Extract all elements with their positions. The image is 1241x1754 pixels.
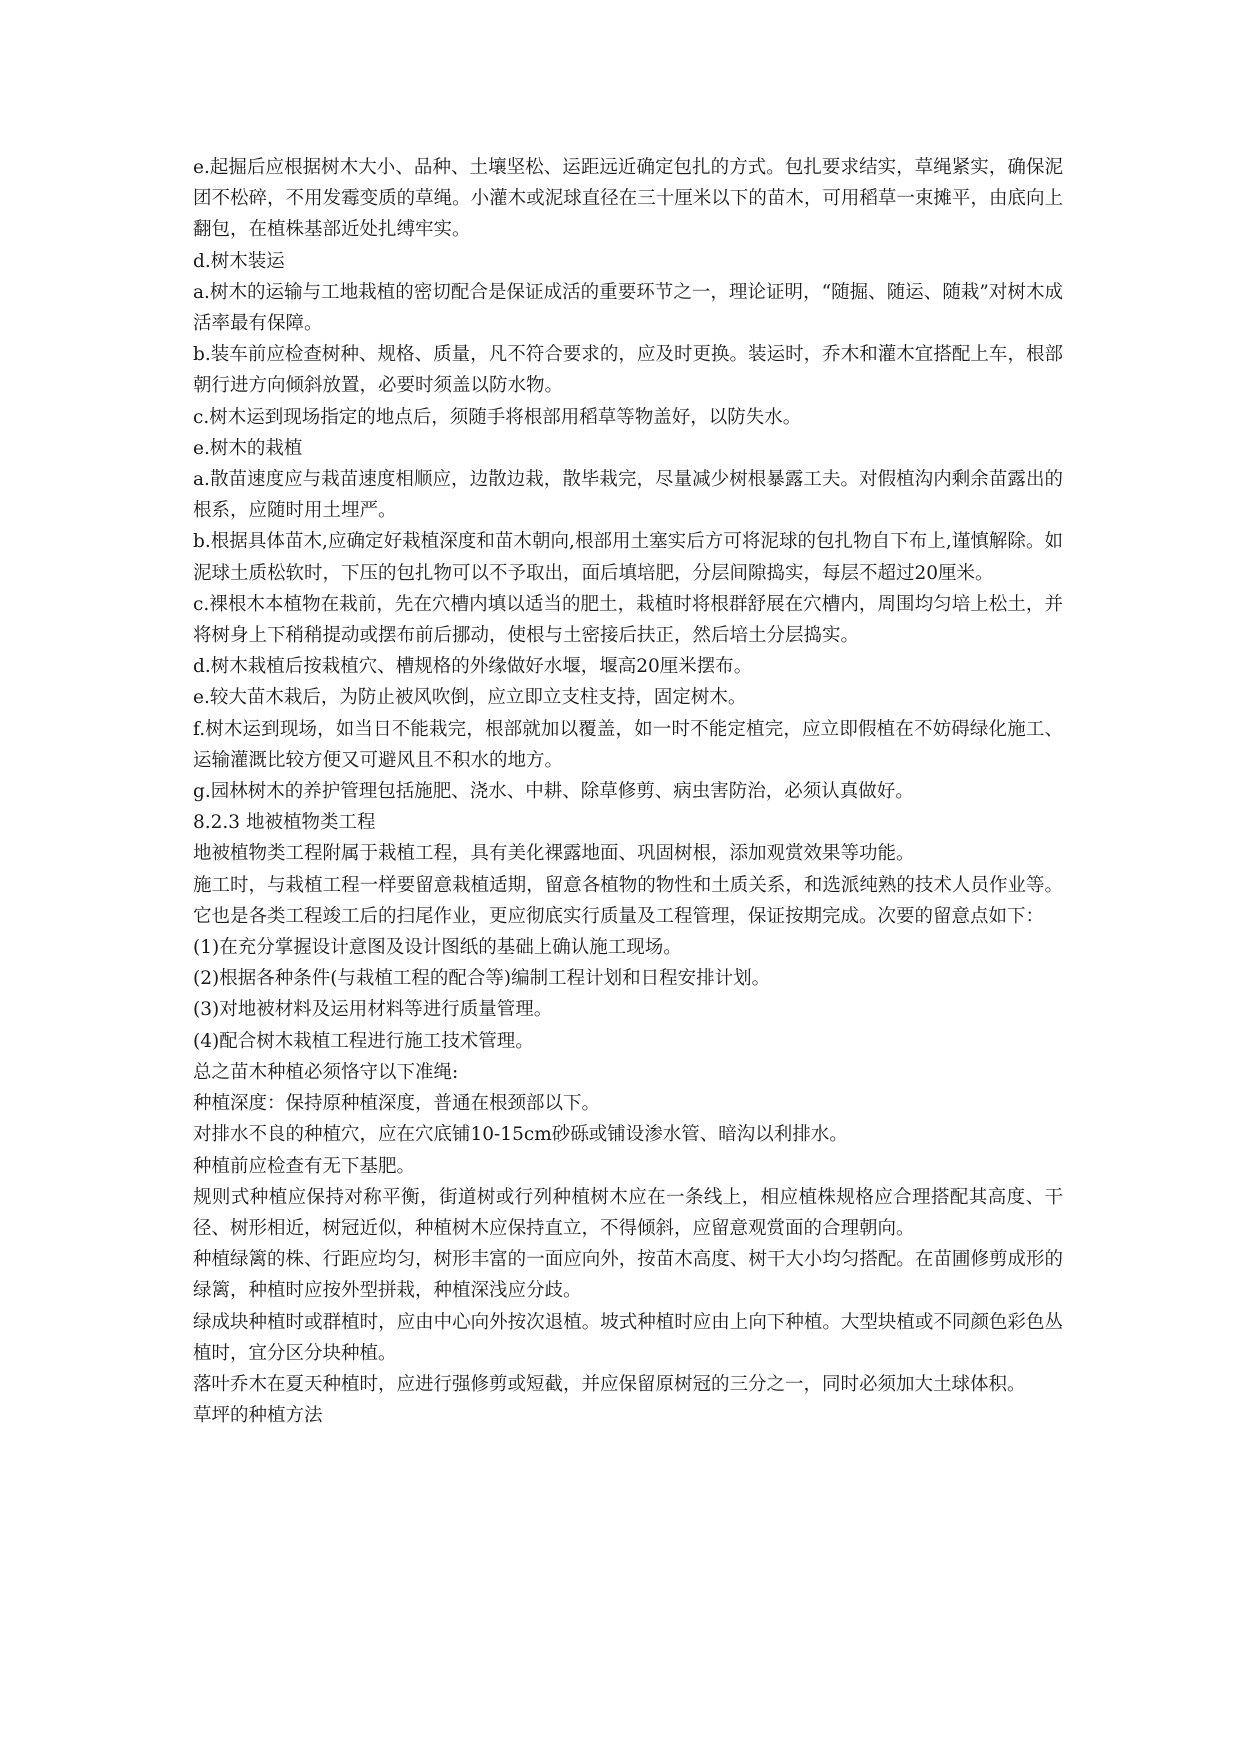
paragraph: 种植绿篱的株、行距应均匀，树形丰富的一面应向外，按苗木高度、树干大小均匀搭配。在苗圃修剪成形的绿篱，种植时应按外型拼栽，种植深浅应分歧。 <box>193 1249 1063 1302</box>
paragraph: a.树木的运输与工地栽植的密切配合是保证成活的重要环节之一，理论证明，“随掘、随运、随栽”对树木成活率最有保障。 <box>193 281 1063 335</box>
paragraph: 施工时，与栽植工程一样要留意栽植适期，留意各植物的物性和土质关系，和选派纯熟的技术人员作业等。它也是各类工程竣工后的扫尾作业，更应彻底实行质量及工程管理，保证按期完成。次要的留意点如下： <box>193 874 1063 927</box>
list-item: (4)配合树木栽植工程进行施工技术管理。 <box>193 1030 534 1052</box>
paragraph: b.装车前应检查树种、规格、质量，凡不符合要求的，应及时更换。装运时，乔木和灌木宜搭配上车，根部朝行进方向倾斜放置，必要时须盖以防水物。 <box>193 344 1063 397</box>
paragraph: 草坪的种植方法 <box>193 1405 323 1427</box>
paragraph: e.较大苗木栽后，为防止被风吹倒，应立即立支柱支持，固定树木。 <box>193 687 747 709</box>
list-item: (2)根据各种条件(与栽植工程的配合等)编制工程计划和日程安排计划。 <box>193 968 771 990</box>
paragraph: 总之苗木种植必须恪守以下准绳: <box>193 1061 459 1083</box>
paragraph: a.散苗速度应与栽苗速度相顺应，边散边栽，散毕栽完，尽量减少树根暴露工夫。对假植沟内剩余苗露出的根系，应随时用土埋严。 <box>193 469 1063 522</box>
paragraph: 绿成块种植时或群植时，应由中心向外按次退植。坡式种植时应由上向下种植。大型块植或不同颜色彩色丛植时，宜分区分块种植。 <box>193 1311 1063 1364</box>
paragraph: 种植深度：保持原种植深度，普通在根颈部以下。 <box>193 1093 601 1115</box>
paragraph: f.树木运到现场，如当日不能栽完，根部就加以覆盖，如一时不能定植完，应立即假植在不妨碍绿化施工、运输灌溉比较方便又可避风且不积水的地方。 <box>193 718 1063 771</box>
paragraph: d.树木栽植后按栽植穴、槽规格的外缘做好水堰，堰高20厘米摆布。 <box>193 656 753 678</box>
list-item: (1)在充分掌握设计意图及设计图纸的基础上确认施工现场。 <box>193 937 682 959</box>
paragraph: 地被植物类工程附属于栽植工程，具有美化裸露地面、巩固树根，添加观赏效果等功能。 <box>193 843 915 865</box>
paragraph: 种植前应检查有无下基肥。 <box>193 1155 416 1177</box>
paragraph: d.树木装运 <box>193 250 285 272</box>
paragraph: g.园林树木的养护管理包括施肥、浇水、中耕、除草修剪、病虫害防治，必须认真做好。 <box>193 781 914 803</box>
paragraph: b.根据具体苗木,应确定好栽植深度和苗木朝向,根部用土塞实后方可将泥球的包扎物自下布上,谨慎解除。如泥球土质松软时，下压的包扎物可以不予取出，面后填培肥，分层间隙捣实，每层不超过20厘米。 <box>193 531 1063 584</box>
list-item: (3)对地被材料及运用材料等进行质量管理。 <box>193 999 553 1021</box>
paragraph: 对排水不良的种植穴，应在穴底铺10-15cm砂砾或铺设渗水管、暗沟以利排水。 <box>193 1124 848 1146</box>
paragraph: c.树木运到现场指定的地点后，须随手将根部用稻草等物盖好，以防失水。 <box>193 406 802 428</box>
section-heading: 8.2.3 地被植物类工程 <box>193 812 376 834</box>
paragraph: e.树木的栽植 <box>193 437 303 459</box>
document-body <box>193 152 1063 1431</box>
paragraph: 落叶乔木在夏天种植时，应进行强修剪或短截，并应保留原树冠的三分之一，同时必须加大土球体积。 <box>193 1373 1026 1395</box>
paragraph: c.裸根木本植物在栽前，先在穴槽内填以适当的肥土，栽植时将根群舒展在穴槽内，周围均匀培上松土，并将树身上下稍稍提动或摆布前后挪动，使根与土密接后扶正，然后培土分层捣实。 <box>193 593 1063 647</box>
paragraph: e.起掘后应根据树木大小、品种、土壤坚松、运距远近确定包扎的方式。包扎要求结实，草绳紧实，确保泥团不松碎，不用发霉变质的草绳。小灌木或泥球直径在三十厘米以下的苗木，可用稻草一束摊平，由底向上翻包，在植株基部近处扎缚牢实。 <box>193 157 1063 241</box>
paragraph: 规则式种植应保持对称平衡，街道树或行列种植树木应在一条线上，相应植株规格应合理搭配其高度、干径、树形相近，树冠近似，种植树木应保持直立，不得倾斜，应留意观赏面的合理朝向。 <box>193 1186 1063 1239</box>
